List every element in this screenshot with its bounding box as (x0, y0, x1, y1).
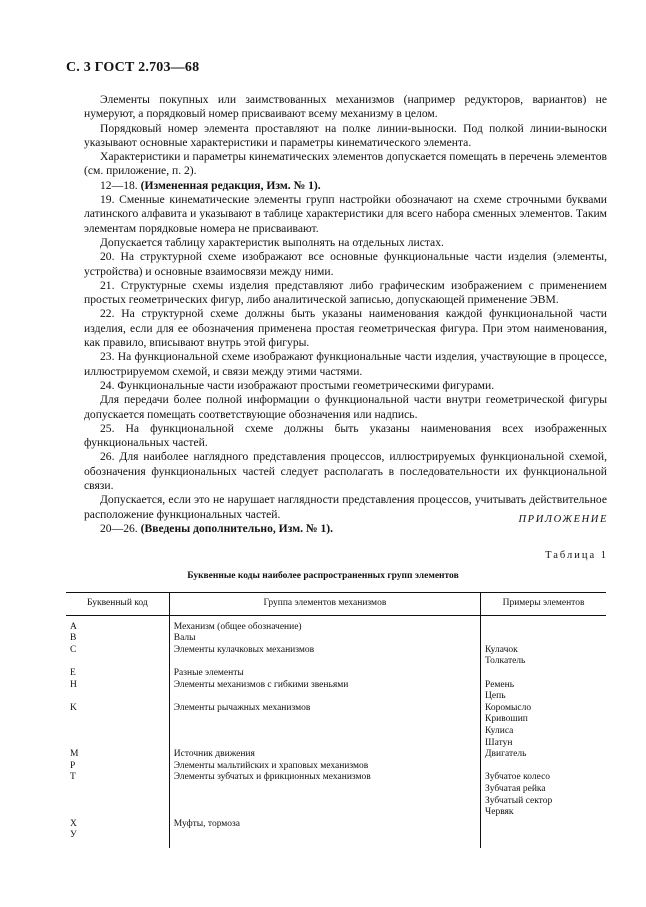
cell-group (169, 807, 480, 819)
cell-example (481, 761, 606, 773)
cell-code (66, 691, 169, 703)
paragraph (84, 179, 607, 193)
paragraph: 19. Сменные кинематические элементы групп настройки обозначают на схеме строчными буквами латинского алфавита и указывают в таблице характеристики для всего набора сменных элементов. Таким элементам порядковые номера не присваивают. (84, 193, 607, 235)
cell-example: Коромысло (481, 703, 606, 715)
cell-code: T (70, 772, 76, 783)
cell-example: Кривошип (481, 714, 606, 726)
cell-example (481, 622, 606, 634)
cell-group: Муфты, тормоза (169, 819, 480, 831)
table-row (66, 749, 606, 761)
table-header-row (66, 593, 606, 616)
cell-code: M (70, 749, 79, 760)
table-row (66, 714, 606, 726)
cell-group (169, 714, 480, 726)
paragraph: Характеристики и параметры кинематических элементов допускается помещать в перечень элементов (см. приложение, п. 2). (84, 150, 607, 178)
cell-group (169, 691, 480, 703)
paragraph: 23. На функциональной схеме изображают функциональные части изделия, участвующие в процессе, иллюстрируемом схемой, и связи между этими частями. (84, 350, 607, 378)
cell-example (481, 668, 606, 680)
appendix-label: ПРИЛОЖЕНИЕ (518, 514, 608, 525)
cell-example (481, 633, 606, 645)
cell-code: C (70, 644, 77, 655)
cell-code (66, 714, 169, 726)
cell-group (169, 656, 480, 668)
table-row (66, 819, 606, 831)
cell-code (66, 784, 169, 796)
column-header-code: Буквенный код (66, 593, 169, 616)
table-row (66, 680, 606, 692)
paragraph-number: 12—18. (100, 178, 138, 192)
table-row (66, 703, 606, 715)
cell-group: Механизм (общее обозначение) (169, 622, 480, 634)
table-row (66, 772, 606, 784)
table-row (66, 796, 606, 808)
edition-note: (Измененная редакция, Изм. № 1). (140, 178, 321, 192)
paragraph: 21. Структурные схемы изделия представляют либо графическим изображением с применением простых геометрических фигур, либо аналитической записью, допускающей применение ЭВМ. (84, 278, 607, 307)
cell-code (66, 796, 169, 808)
paragraph: Для передачи более полной информации о функциональной части внутри геометрической фигуры допускается помещать соответствующие обозначения или надпись. (84, 393, 607, 421)
cell-code: У (70, 830, 77, 841)
cell-group (169, 796, 480, 808)
cell-group: Валы (169, 633, 480, 645)
cell-code: H (70, 679, 77, 690)
cell-example: Кулачок (481, 645, 606, 657)
table-row (66, 807, 606, 819)
paragraph: Допускается таблицу характеристик выполнять на отдельных листах. (100, 235, 444, 249)
paragraph: Порядковый номер элемента проставляют на полке линии-выноски. Под полкой линии-выноски указывают основные характеристики и параметры кинематического элемента. (84, 121, 607, 149)
table-row (66, 761, 606, 773)
cell-example (481, 819, 606, 831)
cell-example: Двигатель (481, 749, 606, 761)
cell-group: Элементы мальтийских и храповых механизмов (169, 761, 480, 773)
cell-group: Элементы кулачковых механизмов (169, 645, 480, 657)
cell-example: Шатун (481, 738, 606, 750)
paragraph: 24. Функциональные части изображают простыми геометрическими фигурами. (100, 378, 495, 392)
cell-group (169, 738, 480, 750)
cell-example: Ремень (481, 680, 606, 692)
paragraph: Элементы покупных или заимствованных механизмов (например редукторов, вариантов) не нумеруют, а порядковый номер присваивают всему механизму в целом. (84, 93, 607, 121)
column-header-examples: Примеры элементов (481, 593, 606, 616)
cell-code: X (70, 818, 77, 829)
cell-code: A (70, 621, 77, 632)
cell-example: Толкатель (481, 656, 606, 668)
paragraph: 26. Для наиболее наглядного представления процессов, иллюстрируемых функциональной схемой, обозначения функциональных частей следует располагать в последовательности их функциональной связи. (84, 450, 607, 493)
table-row (66, 738, 606, 750)
paragraph: 20. На структурной схеме изображают все основные функциональные части изделия (элементы, устройства) и основные взаимосвязи между ними. (84, 250, 607, 278)
table-number: Таблица 1 (545, 550, 608, 561)
paragraph-number: 20—26. (100, 521, 138, 535)
cell-group: Источник движения (169, 749, 480, 761)
cell-group: Разные элементы (169, 668, 480, 680)
cell-code (66, 656, 169, 668)
cell-example (481, 830, 606, 842)
cell-group: Элементы рычажных механизмов (169, 703, 480, 715)
paragraph: 25. На функциональной схеме должны быть указаны наименования всех изображенных функциональных частей. (84, 421, 607, 450)
paragraph: 22. На структурной схеме должны быть указаны наименования каждой функциональной части изделия, если для ее обозначения применена простая геометрическая фигура. При этом наименования, как правило, вписывают внутрь этой фигуры. (84, 307, 607, 350)
cell-example: Кулиса (481, 726, 606, 738)
cell-code: B (70, 633, 77, 644)
table-row (66, 726, 606, 738)
table-title: Буквенные коды наиболее распространенных групп элементов (187, 571, 459, 581)
table-row (66, 668, 606, 680)
table-row (66, 830, 606, 842)
cell-code (66, 738, 169, 750)
cell-group: Элементы зубчатых и фрикционных механизмов (169, 772, 480, 784)
cell-group (169, 830, 480, 842)
cell-example: Червяк (481, 807, 606, 819)
cell-example: Зубчатая рейка (481, 784, 606, 796)
cell-code: E (70, 667, 76, 678)
letter-codes-table (66, 592, 606, 848)
cell-example: Цепь (481, 691, 606, 703)
cell-example: Зубчатый сектор (481, 796, 606, 808)
cell-group: Элементы механизмов с гибкими звеньями (169, 680, 480, 692)
column-header-group: Группа элементов механизмов (169, 593, 480, 616)
paragraph: Допускается, если это не нарушает наглядности представления процессов, учитывать действительное расположение функциональных частей. (84, 493, 607, 521)
cell-code: P (70, 760, 76, 771)
cell-code (66, 807, 169, 819)
table-row (66, 656, 606, 668)
cell-code (66, 726, 169, 738)
cell-group (169, 784, 480, 796)
table-row (66, 633, 606, 645)
table-row (66, 645, 606, 657)
cell-code: K (70, 702, 77, 713)
edition-note: (Введены дополнительно, Изм. № 1). (140, 521, 333, 535)
table-body (66, 615, 606, 848)
cell-example: Зубчатое колесо (481, 772, 606, 784)
table-row (66, 691, 606, 703)
body-text (84, 93, 607, 536)
page-header: С. 3 ГОСТ 2.703—68 (66, 60, 200, 75)
table-tail (66, 842, 606, 848)
table-row (66, 784, 606, 796)
cell-group (169, 726, 480, 738)
table-row (66, 622, 606, 634)
